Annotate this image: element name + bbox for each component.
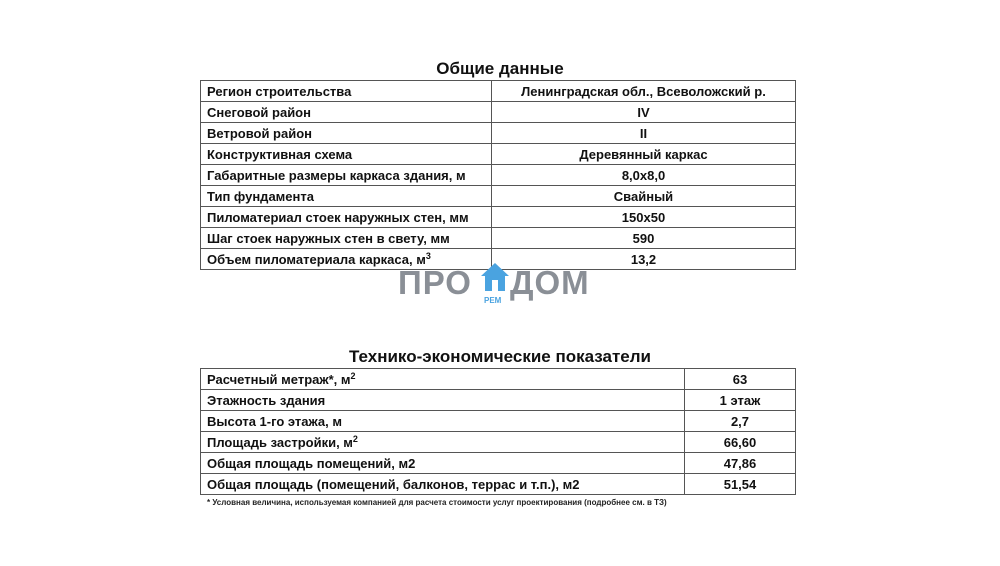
row-label: Снеговой район [201,102,492,123]
row-label: Этажность здания [201,390,685,411]
table-row [201,102,796,123]
row-label: Регион строительства [201,81,492,102]
technical-indicators-table [200,368,796,495]
row-label: Конструктивная схема [201,144,492,165]
row-label: Высота 1-го этажа, м [201,411,685,432]
row-label: Ветровой район [201,123,492,144]
row-value: 63 [685,369,796,390]
row-label: Пиломатериал стоек наружных стен, мм [201,207,492,228]
table-row [201,411,796,432]
row-value: IV [492,102,796,123]
footnote: * Условная величина, используемая компанией для расчета стоимости услуг проектирования (подробнее см. в ТЗ) [207,498,667,507]
row-value: 8,0x8,0 [492,165,796,186]
row-label-text: Площадь застройки, м [207,434,353,450]
row-label: Шаг стоек наружных стен в свету, мм [201,228,492,249]
row-value: 51,54 [685,474,796,495]
table-row [201,474,796,495]
row-value: Деревянный каркас [492,144,796,165]
row-label [201,369,685,390]
table-row [201,369,796,390]
row-value: 47,86 [685,453,796,474]
unit-superscript: 2 [352,433,358,444]
technical-indicators-title: Технико-экономические показатели [348,347,651,366]
house-icon [480,262,510,292]
table-row [201,432,796,453]
table-row [201,123,796,144]
table-row [201,207,796,228]
row-value: 150x50 [492,207,796,228]
table-row [201,144,796,165]
row-value: 13,2 [492,249,796,270]
row-label-text: Объем пиломатериала каркаса, м [207,251,426,267]
row-value: 2,7 [685,411,796,432]
row-label: Общая площадь (помещений, балконов, террас и т.п.), м2 [201,474,685,495]
table-row [201,81,796,102]
table-row [201,453,796,474]
logo-word-left: ПРО [398,264,472,301]
row-value: 590 [492,228,796,249]
row-value: Свайный [492,186,796,207]
pro-dom-logo [398,262,603,312]
general-data-table [200,80,796,270]
table-row [201,228,796,249]
unit-superscript: 3 [425,250,431,261]
row-value: 66,60 [685,432,796,453]
row-label: Габаритные размеры каркаса здания, м [201,165,492,186]
row-label-text: Расчетный метраж*, м [207,371,351,387]
table-row [201,186,796,207]
logo-word-right: ДОМ [510,264,590,301]
table-row [201,390,796,411]
row-value: II [492,123,796,144]
row-value: 1 этаж [685,390,796,411]
logo-subtext: РЕМ [484,296,502,305]
general-data-title: Общие данные [436,59,564,78]
unit-superscript: 2 [350,370,356,381]
row-value: Ленинградская обл., Всеволожский р. [492,81,796,102]
row-label: Тип фундамента [201,186,492,207]
row-label [201,432,685,453]
row-label: Общая площадь помещений, м2 [201,453,685,474]
table-row [201,165,796,186]
